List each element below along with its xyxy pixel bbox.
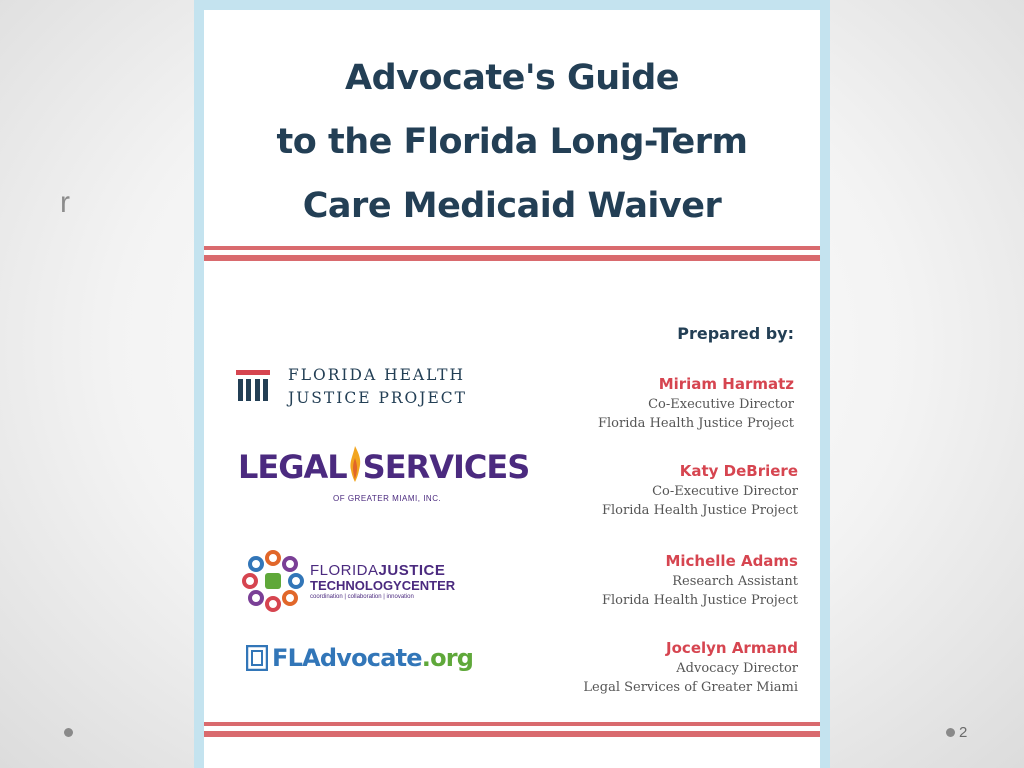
legal-services-logo-sub: OF GREATER MIAMI, INC. xyxy=(333,494,442,503)
author-role: Advocacy Director xyxy=(676,661,798,676)
document-cover-frame xyxy=(194,0,830,768)
florida-justice-technology-center-logo xyxy=(242,550,455,612)
legal-services-logo-left: LEGAL xyxy=(238,448,347,486)
prepared-by-heading: Prepared by: xyxy=(677,324,794,343)
stray-slide-text: r xyxy=(60,186,70,219)
author-role: Research Assistant xyxy=(672,574,798,589)
florida-health-justice-project-logo xyxy=(236,364,467,410)
author-block xyxy=(602,550,798,610)
author-role: Co-Executive Director xyxy=(652,484,798,499)
slide-bullet-dot-right xyxy=(946,728,955,737)
author-name: Miriam Harmatz xyxy=(658,375,794,393)
flame-icon xyxy=(347,446,363,482)
document-icon xyxy=(246,645,268,671)
author-block xyxy=(598,373,794,433)
fjtc-florida: FLORIDA xyxy=(310,562,379,579)
document-cover-page xyxy=(204,10,820,768)
slide-bullet-dot-left xyxy=(64,728,73,737)
author-org: Legal Services of Greater Miami xyxy=(583,680,798,695)
divider-bottom xyxy=(204,722,820,737)
author-name: Jocelyn Armand xyxy=(666,639,798,657)
author-name: Katy DeBriere xyxy=(679,462,798,480)
title-line-3: Care Medicaid Waiver xyxy=(302,186,722,226)
legal-services-logo-right: SERVICES xyxy=(362,448,530,486)
author-org: Florida Health Justice Project xyxy=(601,503,798,518)
author-block xyxy=(602,460,798,520)
author-block xyxy=(583,637,798,697)
author-org: Florida Health Justice Project xyxy=(597,416,794,431)
title-line-2: to the Florida Long-Term xyxy=(276,122,748,162)
author-role: Co-Executive Director xyxy=(648,397,794,412)
legal-services-logo xyxy=(238,446,530,503)
author-name: Michelle Adams xyxy=(665,552,798,570)
fjtc-knot-icon xyxy=(242,550,304,612)
fjtc-technology-center: TECHNOLOGYCENTER xyxy=(310,578,456,593)
divider-top xyxy=(204,246,820,261)
page-number: 2 xyxy=(959,724,968,741)
fladvocate-tld: .org xyxy=(421,644,474,672)
fhjp-logo-line-1: FLORIDA HEALTH xyxy=(288,366,466,384)
title-line-1: Advocate's Guide xyxy=(344,58,679,98)
author-org: Florida Health Justice Project xyxy=(601,593,798,608)
pillar-icon xyxy=(236,370,270,404)
fhjp-logo-line-2: JUSTICE PROJECT xyxy=(288,389,467,407)
fjtc-tagline: coordination | collaboration | innovation xyxy=(310,594,414,600)
fjtc-justice: JUSTICE xyxy=(378,562,446,579)
fladvocate-logo xyxy=(246,644,473,672)
fladvocate-name: FLAdvocate xyxy=(272,644,422,672)
document-title xyxy=(204,46,820,238)
